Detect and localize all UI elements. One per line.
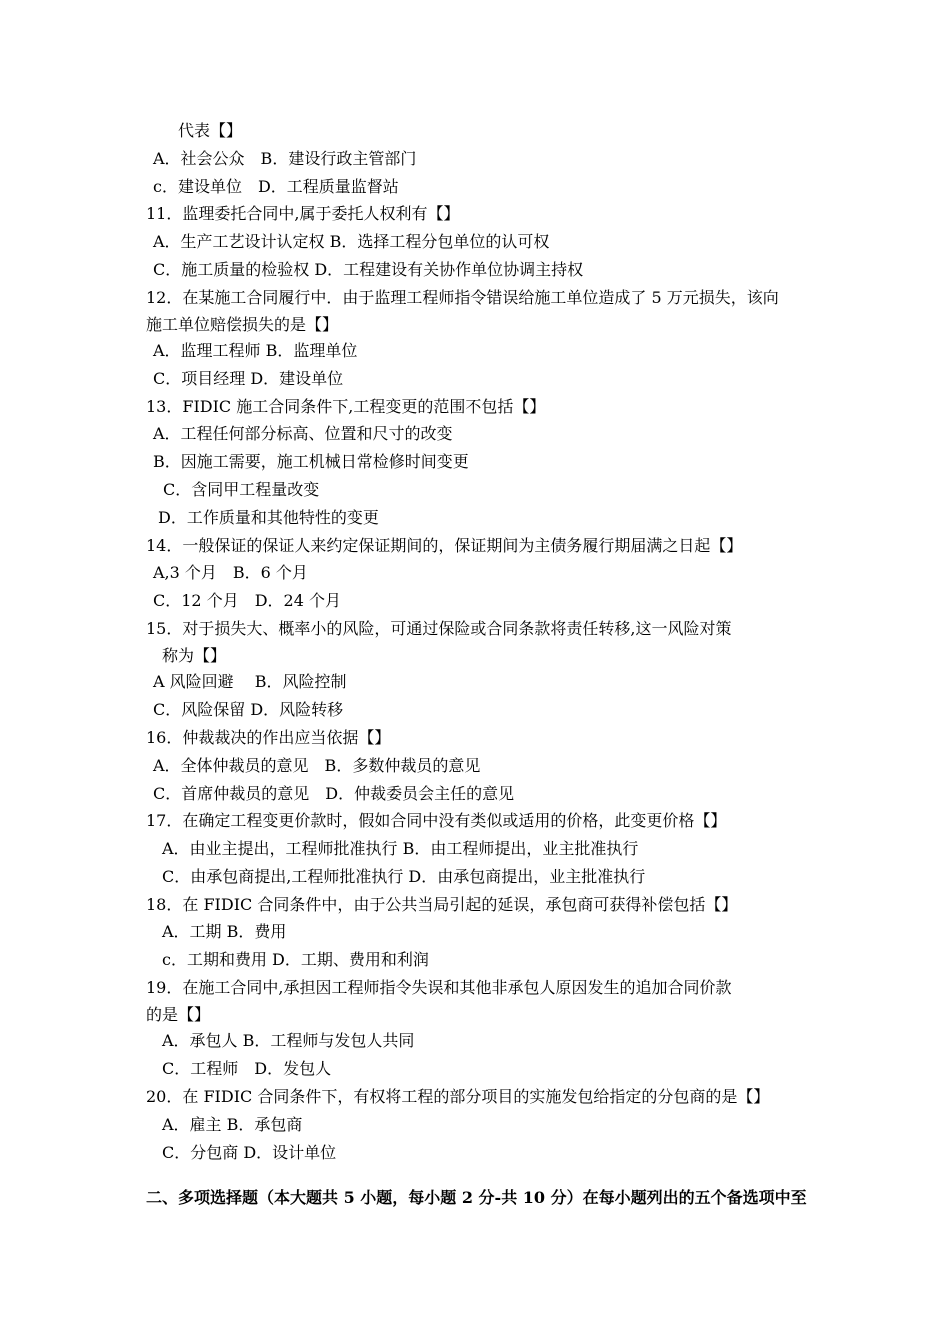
text-line: c．建设单位 D．工程质量监督站 <box>153 177 399 196</box>
question-16: 16．仲裁裁决的作出应当依据【】 <box>146 728 391 747</box>
text-line: 施工单位赔偿损失的是【】 <box>146 315 339 334</box>
text-line: A．监理工程师 B．监理单位 <box>153 341 358 360</box>
question-13: 13．FIDIC 施工合同条件下,工程变更的范围不包括【】 <box>146 397 546 416</box>
text-line: A．承包人 B．工程师与发包人共同 <box>162 1031 415 1050</box>
text-line: C．工程师 D．发包人 <box>162 1059 332 1078</box>
question-19: 19．在施工合同中,承担因工程师指令失误和其他非承包人原因发生的追加合同价款 <box>146 978 732 997</box>
text-line: 称为【】 <box>162 646 227 665</box>
text-line: 的是【】 <box>146 1005 211 1024</box>
text-line: B．因施工需要，施工机械日常检修时间变更 <box>153 452 469 471</box>
question-15: 15．对于损失大、概率小的风险，可通过保险或合同条款将责任转移,这一风险对策 <box>146 619 732 638</box>
question-17: 17．在确定工程变更价款时，假如合同中没有类似或适用的价格，此变更价格【】 <box>146 811 727 830</box>
text-line: A．社会公众 B．建设行政主管部门 <box>153 149 417 168</box>
question-12: 12．在某施工合同履行中．由于监理工程师指令错误给施工单位造成了 5 万元损失，该向 <box>146 288 779 307</box>
text-line: A．雇主 B．承包商 <box>162 1115 303 1134</box>
text-line: C．项目经理 D．建设单位 <box>153 369 344 388</box>
text-line: A,3 个月 B．6 个月 <box>153 563 308 582</box>
text-line: A 风险回避 B．风险控制 <box>153 672 347 691</box>
text-line: C．12 个月 D．24 个月 <box>153 591 341 610</box>
section-heading: 二、多项选择题（本大题共 5 小题，每小题 2 分-共 10 分）在每小题列出的五个备选项中至 <box>146 1188 807 1207</box>
text-line: 代表【】 <box>178 121 243 140</box>
text-line: A．工期 B．费用 <box>162 922 287 941</box>
text-line: C．由承包商提出,工程师批准执行 D．由承包商提出，业主批准执行 <box>162 867 646 886</box>
text-line: c．工期和费用 D．工期、费用和利润 <box>162 950 429 969</box>
text-line: A．全体仲裁员的意见 B．多数仲裁员的意见 <box>153 756 481 775</box>
text-line: A．工程任何部分标高、位置和尺寸的改变 <box>153 424 453 443</box>
question-14: 14．一般保证的保证人来约定保证期间的，保证期间为主债务履行期届满之日起【】 <box>146 536 743 555</box>
text-line: C．施工质量的检验权 D．工程建设有关协作单位协调主持权 <box>153 260 584 279</box>
text-line: A．生产工艺设计认定权 B．选择工程分包单位的认可权 <box>153 232 550 251</box>
text-line: C．含同甲工程量改变 <box>163 480 320 499</box>
text-line: A．由业主提出，工程师批准执行 B．由工程师提出，业主批准执行 <box>162 839 639 858</box>
text-line: C．风险保留 D．风险转移 <box>153 700 344 719</box>
question-18: 18．在 FIDIC 合同条件中，由于公共当局引起的延误，承包商可获得补偿包括【】 <box>146 895 738 914</box>
question-20: 20．在 FIDIC 合同条件下，有权将工程的部分项目的实施发包给指定的分包商的是【】 <box>146 1087 770 1106</box>
question-11: 11．监理委托合同中,属于委托人权利有【】 <box>146 204 460 223</box>
text-line: D．工作质量和其他特性的变更 <box>158 508 379 527</box>
text-line: C．首席仲裁员的意见 D．仲裁委员会主任的意见 <box>153 784 515 803</box>
text-line: C．分包商 D．设计单位 <box>162 1143 337 1162</box>
